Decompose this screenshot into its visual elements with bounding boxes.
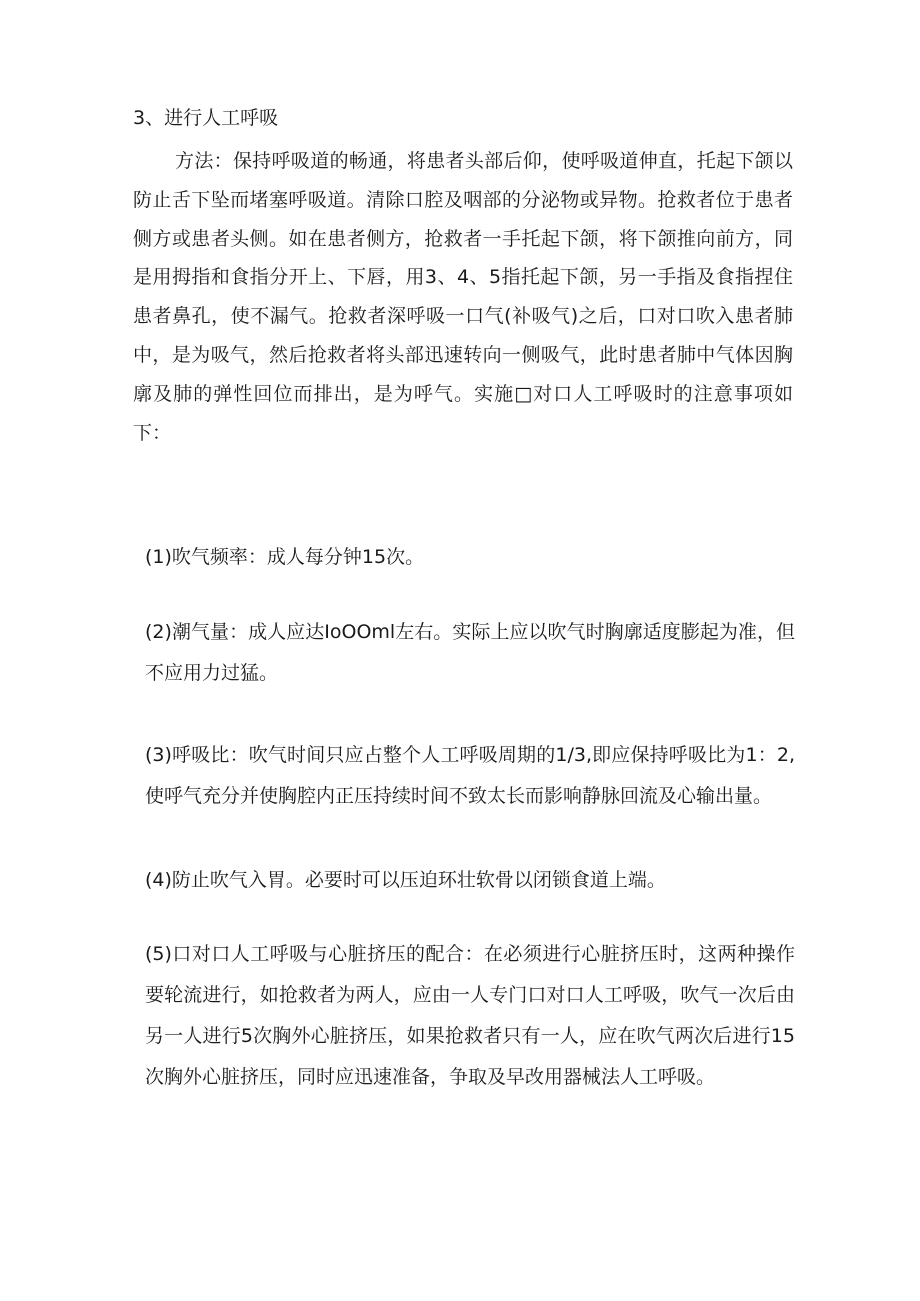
note-item-5: (5)口对口人工呼吸与心脏挤压的配合：在必须进行心脏挤压时，这两种操作要轮流进行，如抢救者为两人，应由一人专门口对口人工呼吸，吹气一次后由另一人进行5次胸外心脏挤压，如果抢救者只有一人，应在吹气两次后进行15次胸外心脏挤压，同时应迅速准备，争取及早改用器械法人工呼吸。 xyxy=(145,943,795,1088)
section-heading: 3、进行人工呼吸 xyxy=(133,107,279,129)
note-item-1: (1)吹气频率：成人每分钟15次。 xyxy=(145,546,425,568)
note-item-2: (2)潮气量：成人应达IoOOml左右。实际上应以吹气时胸廓适度膨起为准，但不应用力过猛。 xyxy=(145,621,795,684)
note-item-4: (4)防止吹气入胃。必要时可以压迫环壮软骨以闭锁食道上端。 xyxy=(145,869,666,891)
note-item-3: (3)呼吸比：吹气时间只应占整个人工呼吸周期的1/3,即应保持呼吸比为1：2,使呼气充分并使胸腔内正压持续时间不致太长而影响静脉回流及心输出量。 xyxy=(145,744,795,807)
method-paragraph: 方法：保持呼吸道的畅通，将患者头部后仰，使呼吸道伸直，托起下颌以防止舌下坠而堵塞呼吸道。清除口腔及咽部的分泌物或异物。抢救者位于患者侧方或患者头侧。如在患者侧方，抢救者一手托起下颌，将下颌推向前方，同是用拇指和食指分开上、下唇，用3、4、5指托起下颌，另一手指及食指捏住患者鼻孔，使不漏气。抢救者深呼吸一口气(补吸气)之后，口对口吹入患者肺中，是为吸气，然后抢救者将头部迅速转向一侧吸气，此时患者肺中气体因胸廓及肺的弹性回位而排出，是为呼气。实施□对口人工呼吸时的注意事项如下： xyxy=(133,150,793,444)
